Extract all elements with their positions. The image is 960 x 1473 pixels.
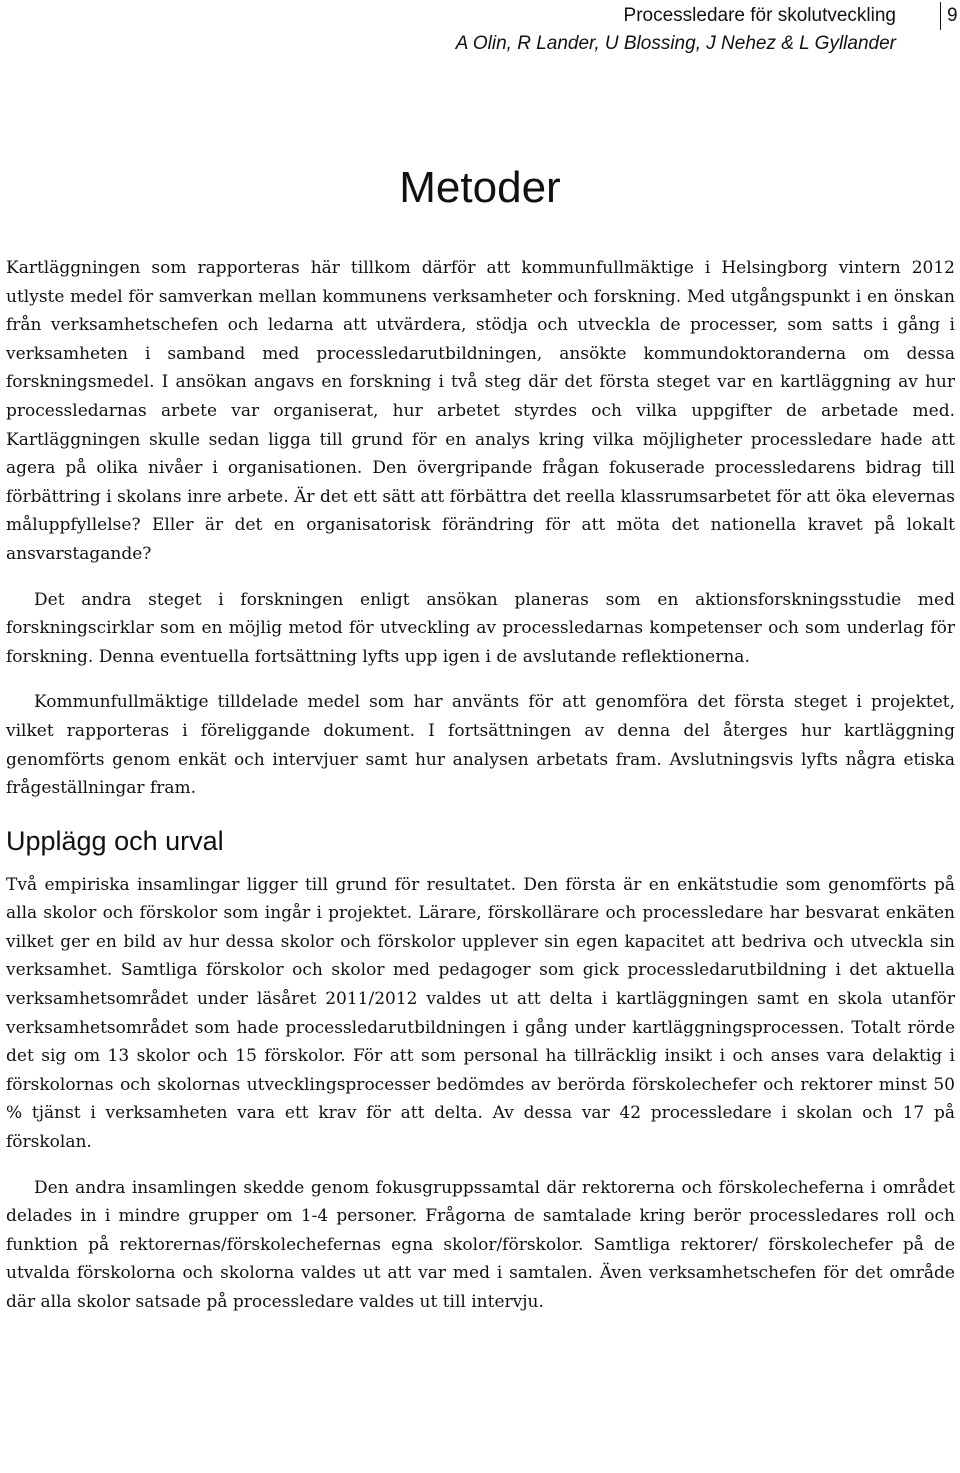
chapter-title: Metoder	[399, 163, 561, 212]
upplagg-paragraph-1: Två empiriska insamlingar ligger till grund för resultatet. Den första är en enkätstudie som genomförts på alla skolor och förskolor som ingår i projektet. Lärare, förskollärare och processledare har besvarat enkäten vilket ger en bild av hur dessa skolor och förskolor upplever sin egen kapacitet att bedriva och utveckla sin verksamhet. Samtliga förskolor och skolor med pedagoger som gick processledarutbildning i det aktuella verksamhetsområdet under läsåret 2011/2012 valdes ut att delta i kartläggningen samt en skola utanför verksamhetsområdet som hade processledarutbildningen i gång under kartläggningsprocessen. Totalt rörde det sig om 13 skolor och 15 förskolor. För att som personal ha tillräcklig insikt i och anses vara delaktig i förskolornas och skolornas utvecklingsprocesser bedömdes av berörda förskolechefer och rektorer minst 50 % tjänst i verksamheten vara ett krav för att delta. Av dessa var 42 processledare i skolan och 17 på förskolan.	[6, 874, 955, 1153]
upplagg-paragraph-2: Den andra insamlingen skedde genom fokusgruppssamtal där rektorerna och förskolecheferna i området delades in i mindre grupper om 1-4 personer. Frågorna de samtalade kring berör processledares roll och funktion på rektorernas/förskolechefernas egna skolor/förskolor. Samtliga rektorer/ förskolechefer på de utvalda förskolorna och skolorna valdes ut att var med i samtalen. Även verksamhetschefen för det område där alla skolor satsade på processledare valdes ut till intervju.	[6, 1177, 955, 1312]
intro-paragraph-3: Kommunfullmäktige tilldelade medel som har använts för att genomföra det första steget i projektet, vilket rapporteras i föreliggande dokument. I fortsättningen av denna del återges hur kartläggning genomförts genom enkät och intervjuer samt hur analysen arbetats fram. Avslutningsvis lyfts några etiska frågeställningar fram.	[6, 692, 955, 799]
running-header-authors: A Olin, R Lander, U Blossing, J Nehez & L Gyllander	[455, 33, 896, 54]
intro-paragraph-1: Kartläggningen som rapporteras här tillkom därför att kommunfullmäktige i Helsingborg vintern 2012 utlyste medel för samverkan mellan kommunens verksamheter och forskning. Med utgångspunkt i en önskan från verksamhetschefen och ledarna att utvärdera, stödja och utveckla de processer, som satts i gång i verksamheten i samband med processledarutbildningen, ansökte kommundoktoranderna om dessa forskningsmedel. I ansökan angavs en forskning i två steg där det första steget var en kartläggning av hur processledarnas arbete var organiserat, hur arbetet styrdes och vilka uppgifter de arbetade med. Kartläggningen skulle sedan ligga till grund för en analys kring vilka möjligheter processledare hade att agera på olika nivåer i organisationen. Den övergripande frågan fokuserade processledarens bidrag till förbättring i skolans inre arbete. Är det ett sätt att förbättra det reella klassrumsarbetet för att öka elevernas måluppfyllelse? Eller är det en organisatorisk förändring för att möta det nationella kravet på lokalt ansvarstagande?	[6, 258, 955, 564]
intro-paragraph-2: Det andra steget i forskningen enligt ansökan planeras som en aktionsforskningsstudie med forskningscirklar som en möjlig metod för utveckling av processledarnas kompetenser och som underlag för forskning. Denna eventuella fortsättning lyfts upp igen i de avslutande reflektionerna.	[6, 589, 955, 667]
page-number: 9	[940, 2, 958, 30]
running-header-title: Processledare för skolutveckling	[623, 5, 896, 26]
section-heading-upplagg: Upplägg och urval	[6, 825, 224, 856]
running-header	[456, 2, 896, 58]
body-text	[6, 254, 955, 1317]
